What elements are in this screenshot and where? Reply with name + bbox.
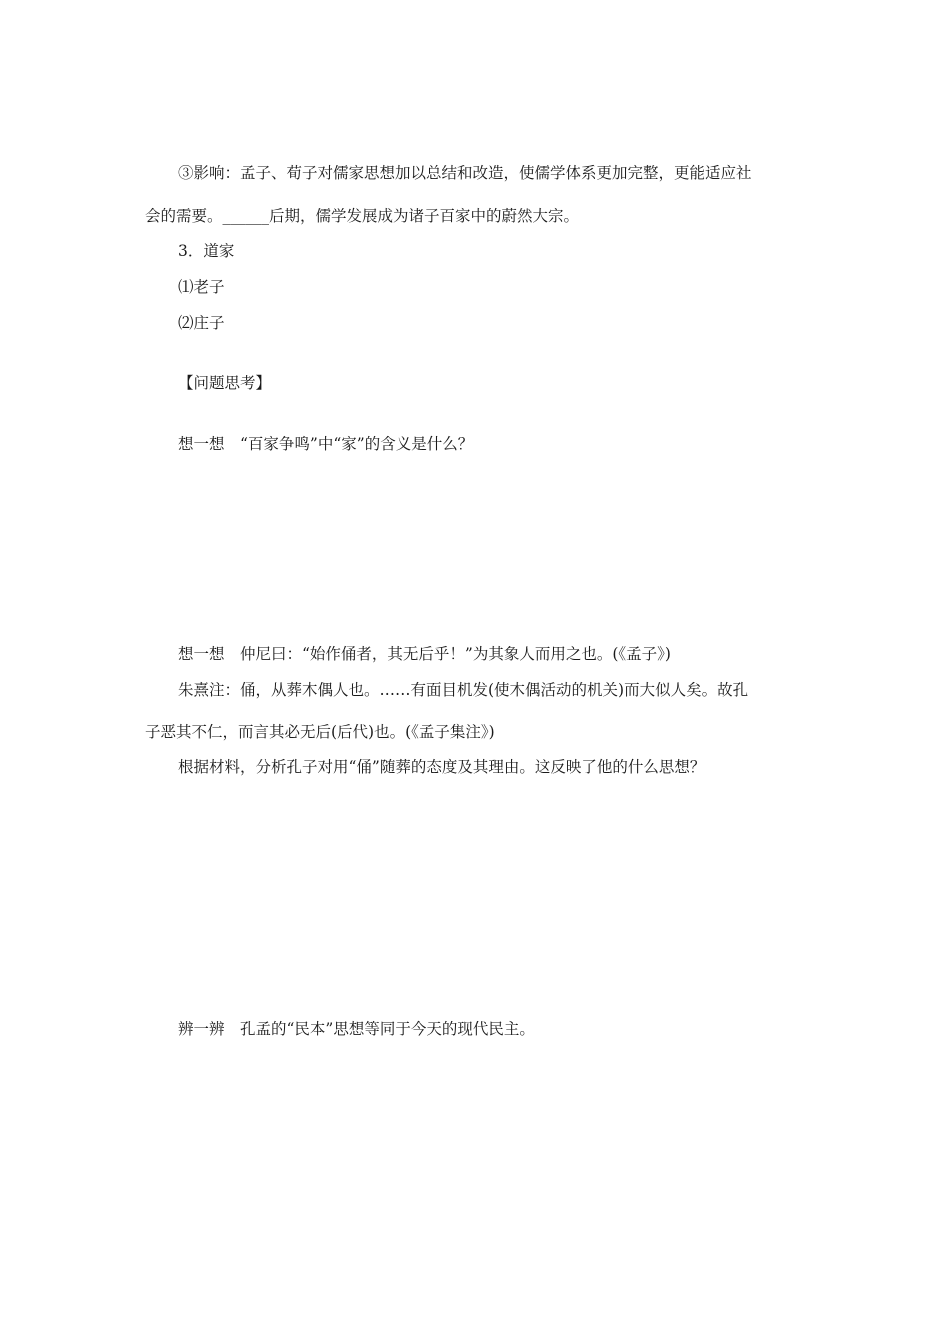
question-2-line-3: 子恶其不仁，而言其必无后(后代)也。(《孟子集注》) xyxy=(145,723,495,741)
question-3: 辨一辨 孔孟的“民本”思想等同于今天的现代民主。 xyxy=(178,1020,535,1038)
taoism-item-laozi: ⑴老子 xyxy=(178,278,225,296)
question-2-line-1: 想一想 仲尼曰：“始作俑者，其无后乎！”为其象人而用之也。(《孟子》) xyxy=(178,645,671,663)
question-2-line-2: 朱熹注：俑，从葬木偶人也。……有面目机发(使木偶活动的机关)而大似人矣。故孔 xyxy=(178,681,749,699)
taoism-item-zhuangzi: ⑵庄子 xyxy=(178,314,225,332)
influence-paragraph-line-1: ③影响：孟子、荀子对儒家思想加以总结和改造，使儒学体系更加完整，更能适应社 xyxy=(178,164,752,182)
question-2-line-4: 根据材料，分析孔子对用“俑”随葬的态度及其理由。这反映了他的什么思想？ xyxy=(178,758,706,776)
questions-heading: 【问题思考】 xyxy=(178,374,272,392)
question-1: 想一想 “百家争鸣”中“家”的含义是什么？ xyxy=(178,435,474,453)
taoism-heading: 3．道家 xyxy=(178,242,235,260)
influence-paragraph-line-2: 会的需要。______后期，儒学发展成为诸子百家中的蔚然大宗。 xyxy=(145,207,580,225)
